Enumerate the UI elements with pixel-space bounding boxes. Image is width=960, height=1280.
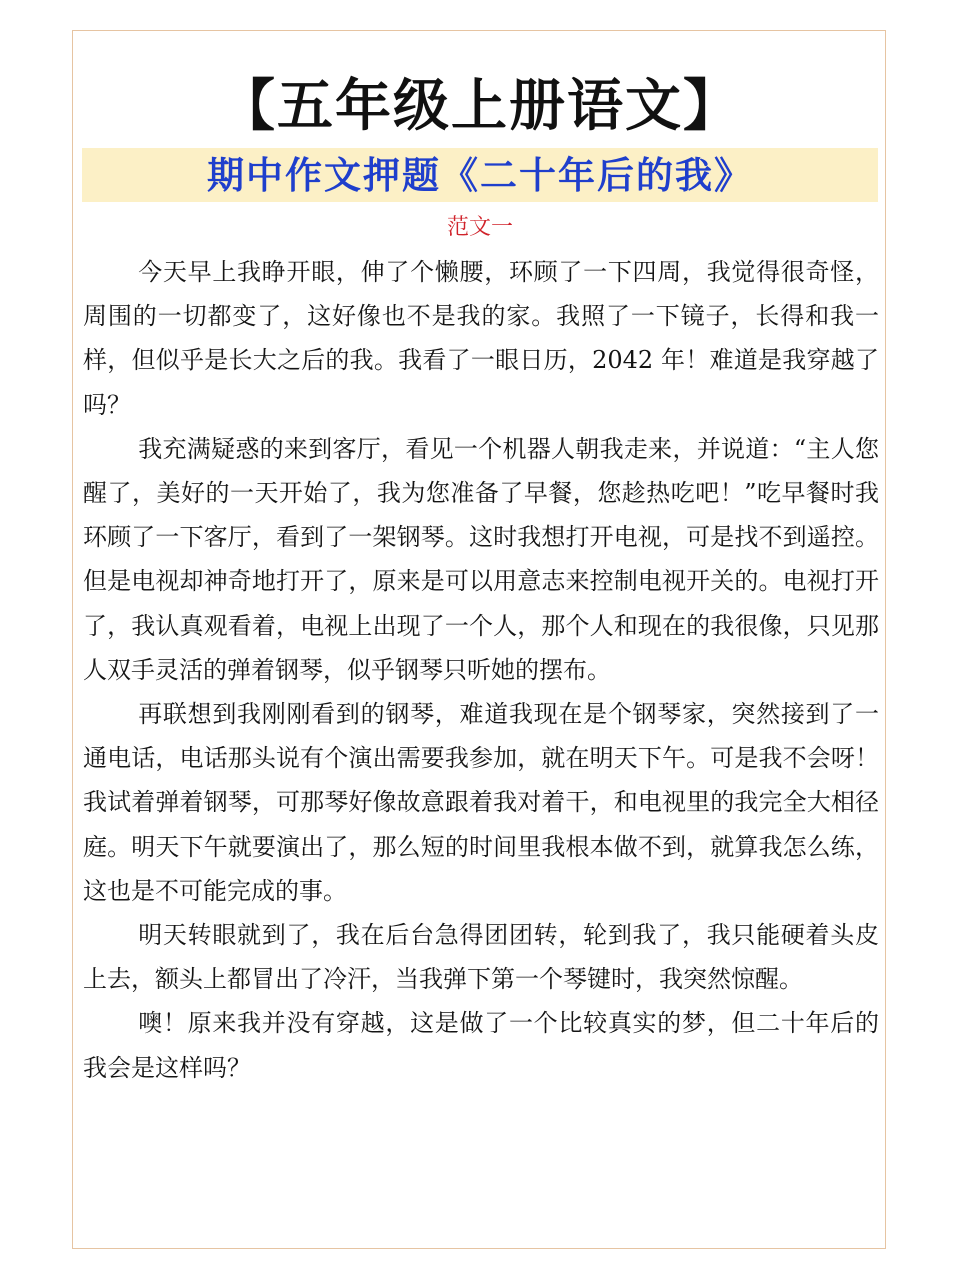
paragraph: 今天早上我睁开眼，伸了个懒腰，环顾了一下四周，我觉得很奇怪，周围的一切都变了，这好像也不是我的家。我照了一下镜子，长得和我一样，但似乎是长大之后的我。我看了一眼日历，2042 年！难道是我穿越了吗？ — [83, 258, 879, 419]
paragraph: 我充满疑惑的来到客厅，看见一个机器人朝我走来，并说道：“主人您醒了，美好的一天开始了，我为您准备了早餐，您趁热吃吧！”吃早餐时我环顾了一下客厅，看到了一架钢琴。这时我想打开电视，可是找不到遥控。但是电视却神奇地打开了，原来是可以用意志来控制电视开关的。电视打开了，我认真观看着，电视上出现了一个人，那个人和现在的我很像，只见那人双手灵活的弹着钢琴，似乎钢琴只听她的摆布。 — [83, 434, 879, 684]
essay-body — [83, 250, 879, 1090]
essay-topic-heading: 期中作文押题《二十年后的我》 — [207, 153, 753, 197]
page-title: 【五年级上册语文】 — [219, 73, 741, 139]
paragraph: 噢！原来我并没有穿越，这是做了一个比较真实的梦，但二十年后的我会是这样吗？ — [83, 1009, 879, 1082]
paragraph: 再联想到我刚刚看到的钢琴，难道我现在是个钢琴家，突然接到了一通电话，电话那头说有个演出需要我参加，就在明天下午。可是我不会呀！我试着弹着钢琴，可那琴好像故意跟着我对着干，和电视里的我完全大相径庭。明天下午就要演出了，那么短的时间里我根本做不到，就算我怎么练，这也是不可能完成的事。 — [83, 700, 879, 905]
paragraph: 明天转眼就到了，我在后台急得团团转，轮到我了，我只能硬着头皮上去，额头上都冒出了冷汗，当我弹下第一个琴键时，我突然惊醒。 — [83, 921, 879, 994]
essay-label: 范文一 — [446, 215, 513, 240]
